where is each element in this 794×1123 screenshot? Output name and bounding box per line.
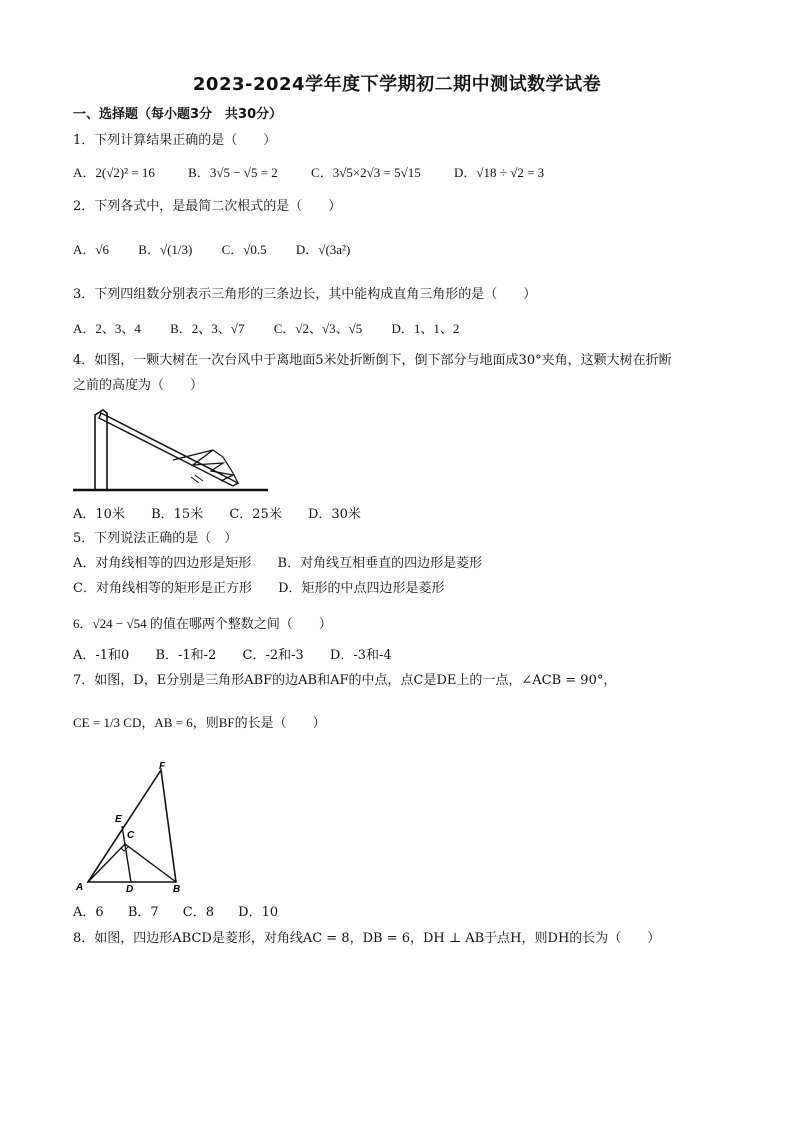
q4-option-d[interactable]: D．30米 [307, 507, 361, 522]
question-5-options-row2 [73, 580, 471, 598]
q1-option-d[interactable]: D．√18 ÷ √2 = 3 [454, 165, 545, 180]
question-7-options [73, 904, 304, 922]
section-heading: 一、选择题（每小题3分 共30分） [73, 107, 283, 122]
label-b: B [173, 884, 181, 895]
q6-option-b[interactable]: B．-1和-2 [155, 648, 217, 663]
question-2-stem: 2．下列各式中，是最简二次根式的是（ ） [73, 199, 342, 214]
question-4-options [73, 506, 387, 524]
q4-option-b[interactable]: B．15米 [151, 507, 204, 522]
question-7-stem-line2: CE = 1/3 CD，AB = 6，则BF的长是（ ） [73, 715, 326, 730]
q6-option-c[interactable]: C．-2和-3 [242, 648, 304, 663]
q3-option-b[interactable]: B．2、3、√7 [170, 321, 245, 336]
question-2-options [73, 241, 376, 259]
q2-option-b[interactable]: B．√(1/3) [138, 242, 193, 257]
label-c: C [127, 830, 135, 841]
label-a: A [76, 882, 84, 893]
q2-option-a[interactable]: A．√6 [73, 242, 110, 257]
q3-option-c[interactable]: C．√2、√3、√5 [273, 321, 363, 336]
label-f: F [159, 761, 166, 772]
q5-option-b[interactable]: B．对角线互相垂直的四边形是菱形 [277, 556, 483, 571]
q7-option-a[interactable]: A．6 [73, 905, 104, 920]
q6-option-a[interactable]: A．-1和0 [73, 648, 130, 663]
q5-option-a[interactable]: A．对角线相等的四边形是矩形 [73, 556, 252, 571]
question-3-options [73, 320, 485, 338]
q4-option-a[interactable]: A．10米 [73, 507, 125, 522]
q1-option-b[interactable]: B．3√5 − √5 = 2 [188, 165, 278, 180]
q1-option-c[interactable]: C．3√5×2√3 = 5√15 [311, 165, 421, 180]
q7-option-b[interactable]: B．7 [127, 905, 159, 920]
q2-option-d[interactable]: D．√(3a²) [295, 242, 351, 257]
label-d: D [126, 884, 134, 895]
q7-option-c[interactable]: C．8 [182, 905, 214, 920]
question-4-stem-line1: 4．如图，一颗大树在一次台风中于离地面5米处折断倒下，倒下部分与地面成30°夹角，这颗大树在折断 [73, 353, 672, 368]
question-4-stem-line2: 之前的高度为（ ） [73, 378, 204, 393]
q3-option-a[interactable]: A．2、3、4 [73, 321, 141, 336]
exam-title: 2023-2024学年度下学期初二期中测试数学试卷 [192, 74, 602, 95]
broken-tree-figure [73, 405, 273, 495]
question-7-stem-line1: 7．如图，D，E分别是三角形ABF的边AB和AF的中点，点C是DE上的一点，∠ACB = 90°， [73, 673, 617, 688]
q1-option-a[interactable]: A．2(√2)² = 16 [73, 165, 155, 180]
question-6-stem: 6．√24 − √54 的值在哪两个整数之间（ ） [73, 616, 332, 631]
question-6-options [73, 647, 418, 665]
q6-option-d[interactable]: D．-3和-4 [329, 648, 392, 663]
q7-option-d[interactable]: D．10 [238, 905, 279, 920]
question-8-stem: 8．如图，四边形ABCD是菱形，对角线AC = 8，DB = 6，DH ⊥ AB于点H，则DH的长为（ ） [73, 931, 661, 946]
q5-option-c[interactable]: C．对角线相等的矩形是正方形 [73, 581, 252, 596]
q5-option-d[interactable]: D．矩形的中点四边形是菱形 [278, 581, 445, 596]
question-3-stem: 3．下列四组数分别表示三角形的三条边长，其中能构成直角三角形的是（ ） [73, 287, 537, 302]
question-5-options-row1 [73, 555, 508, 573]
question-1-options [73, 164, 570, 182]
q2-option-c[interactable]: C．√0.5 [221, 242, 267, 257]
label-e: E [115, 814, 122, 825]
q4-option-c[interactable]: C．25米 [229, 507, 282, 522]
question-5-stem: 5．下列说法正确的是（ ） [73, 531, 238, 546]
question-1-stem: 1．下列计算结果正确的是（ ） [73, 133, 277, 148]
q3-option-d[interactable]: D．1、1、2 [391, 321, 460, 336]
triangle-abf-figure [73, 758, 193, 894]
